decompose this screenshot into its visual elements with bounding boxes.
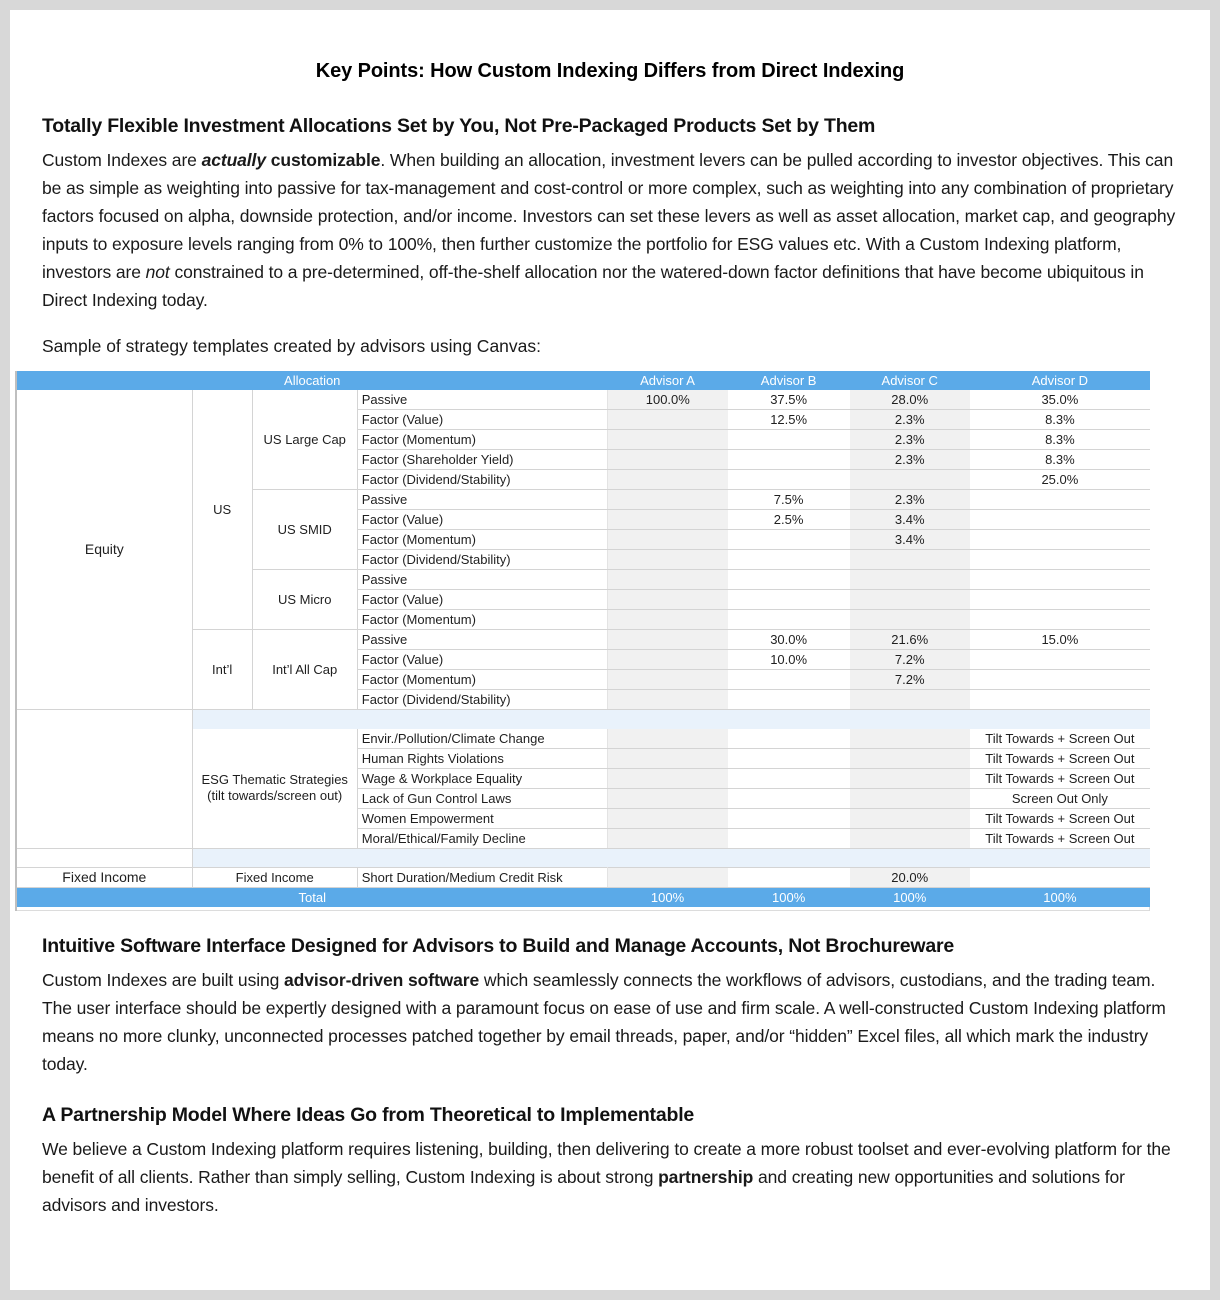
cell-advisor-c [850, 788, 970, 808]
cell-advisor-c [850, 768, 970, 788]
section-heading-1: Totally Flexible Investment Allocations Set by You, Not Pre-Packaged Products Set by Them [42, 115, 876, 137]
cell-advisor-a [607, 828, 727, 848]
allocation-table [17, 371, 1150, 907]
cell-advisor-c [850, 690, 970, 710]
cell-advisor-b: 30.0% [728, 630, 850, 650]
cell-advisor-b [728, 590, 850, 610]
cell-advisor-d: Tilt Towards + Screen Out [970, 729, 1150, 749]
cell-advisor-c: 2.3% [850, 450, 970, 470]
cell-strategy: Factor (Momentum) [357, 430, 607, 450]
cell-advisor-a [607, 630, 727, 650]
section-heading-2: Intuitive Software Interface Designed for Advisors to Build and Manage Accounts, Not Brochureware [42, 934, 955, 957]
cell-strategy: Passive [357, 490, 607, 510]
esg-label-line1: ESG Thematic Strategies [201, 771, 348, 787]
cell-advisor-a [607, 729, 727, 749]
cell-advisor-b [728, 530, 850, 550]
cell-advisor-a [607, 430, 727, 450]
cell-advisor-b [728, 430, 850, 450]
col-header-advisor-d: Advisor D [970, 371, 1150, 390]
cell-advisor-b [728, 808, 850, 828]
cell-advisor-a [607, 470, 727, 490]
cell-advisor-a [607, 610, 727, 630]
section-intuitive-software [42, 935, 1178, 1078]
cell-advisor-d: 35.0% [970, 390, 1150, 410]
cell-advisor-c [850, 808, 970, 828]
cell-advisor-a [607, 808, 727, 828]
cell-strategy: Factor (Shareholder Yield) [357, 450, 607, 470]
cell-strategy: Factor (Momentum) [357, 670, 607, 690]
cell-advisor-c [850, 470, 970, 490]
table-total-row [17, 887, 1150, 907]
cell-strategy: Passive [357, 630, 607, 650]
total-advisor-b: 100% [728, 887, 850, 907]
section-partnership-model [42, 1104, 1178, 1219]
cell-advisor-a: 100.0% [607, 390, 727, 410]
para1-part-1: actually [201, 150, 266, 170]
cell-advisor-c [850, 729, 970, 749]
cell-strategy: Factor (Value) [357, 410, 607, 430]
cell-advisor-b [728, 828, 850, 848]
para1-part-5: constrained to a pre-determined, off-the-shelf allocation nor the watered-down factor definitions that have become ubiquitous in Direct Indexing today. [42, 262, 1144, 310]
cell-advisor-c: 21.6% [850, 630, 970, 650]
cell-advisor-b: 7.5% [728, 490, 850, 510]
table-bottom-edge [17, 907, 1149, 911]
cell-category-blank [17, 729, 192, 849]
cell-advisor-d: Screen Out Only [970, 788, 1150, 808]
cell-advisor-b [728, 690, 850, 710]
cell-advisor-d: 8.3% [970, 430, 1150, 450]
cell-advisor-a [607, 590, 727, 610]
cell-advisor-d [970, 690, 1150, 710]
spacer-cell [17, 710, 192, 729]
cell-advisor-c: 2.3% [850, 430, 970, 450]
cell-advisor-c [850, 590, 970, 610]
cell-strategy: Human Rights Violations [357, 748, 607, 768]
cell-advisor-a [607, 570, 727, 590]
cell-strategy: Women Empowerment [357, 808, 607, 828]
cell-advisor-b [728, 729, 850, 749]
cell-advisor-a [607, 550, 727, 570]
table-row [17, 390, 1150, 410]
cell-strategy: Factor (Dividend/Stability) [357, 690, 607, 710]
cell-advisor-b: 2.5% [728, 510, 850, 530]
cell-strategy: Short Duration/Medium Credit Risk [357, 867, 607, 887]
cell-advisor-d [970, 550, 1150, 570]
cell-advisor-d: 15.0% [970, 630, 1150, 650]
cell-sub-us-micro: US Micro [252, 570, 357, 630]
cell-advisor-a [607, 650, 727, 670]
cell-advisor-b [728, 768, 850, 788]
cell-strategy: Passive [357, 570, 607, 590]
cell-advisor-c [850, 610, 970, 630]
cell-advisor-a [607, 510, 727, 530]
cell-advisor-a [607, 788, 727, 808]
cell-advisor-c: 2.3% [850, 490, 970, 510]
para1-part-4: not [145, 262, 170, 282]
cell-advisor-d: Tilt Towards + Screen Out [970, 808, 1150, 828]
table-row [17, 729, 1150, 749]
cell-advisor-c [850, 570, 970, 590]
cell-advisor-d [970, 590, 1150, 610]
cell-advisor-d [970, 530, 1150, 550]
total-advisor-a: 100% [607, 887, 727, 907]
cell-advisor-b [728, 550, 850, 570]
total-advisor-d: 100% [970, 887, 1150, 907]
cell-advisor-c: 7.2% [850, 650, 970, 670]
cell-strategy: Factor (Value) [357, 590, 607, 610]
esg-label-line2: (tilt towards/screen out) [207, 788, 343, 803]
cell-advisor-a [607, 410, 727, 430]
document-page [10, 10, 1210, 1290]
cell-strategy: Lack of Gun Control Laws [357, 788, 607, 808]
cell-strategy: Factor (Dividend/Stability) [357, 550, 607, 570]
para1-part-0: Custom Indexes are [42, 150, 202, 170]
para2-part-2: which seamlessly connects the workflows of advisors, custodians, and the trading team. The user interface should be expertly designed with a paramount focus on ease of use and firm scale. A well-constructed Custom Indexing platform means no more clunky, unconnected processes patched together by email threads, paper, and/or “hidden” Excel files, all which mark the industry today. [42, 969, 1166, 1074]
cell-strategy: Factor (Value) [357, 510, 607, 530]
section-paragraph-3 [42, 1135, 1178, 1219]
cell-advisor-d: 8.3% [970, 410, 1150, 430]
cell-strategy: Wage & Workplace Equality [357, 768, 607, 788]
cell-advisor-c: 2.3% [850, 410, 970, 430]
cell-advisor-c: 3.4% [850, 530, 970, 550]
allocation-table-wrapper [15, 371, 1150, 911]
section-paragraph-2 [42, 966, 1178, 1078]
cell-advisor-d: Tilt Towards + Screen Out [970, 748, 1150, 768]
cell-strategy: Factor (Dividend/Stability) [357, 470, 607, 490]
cell-advisor-c [850, 828, 970, 848]
cell-advisor-c [850, 550, 970, 570]
table-spacer-row [17, 848, 1150, 867]
cell-advisor-b [728, 748, 850, 768]
cell-advisor-b: 37.5% [728, 390, 850, 410]
cell-advisor-d [970, 570, 1150, 590]
cell-advisor-d [970, 867, 1150, 887]
para3-part-1: partnership [658, 1166, 754, 1187]
cell-advisor-c [850, 748, 970, 768]
cell-advisor-d [970, 650, 1150, 670]
cell-region-intl: Int’l [192, 630, 252, 710]
cell-advisor-a [607, 690, 727, 710]
cell-advisor-d: 8.3% [970, 450, 1150, 470]
cell-advisor-b [728, 450, 850, 470]
cell-sub-esg-thematic [192, 729, 357, 849]
cell-advisor-b [728, 670, 850, 690]
cell-advisor-a [607, 670, 727, 690]
cell-sub-us-large-cap: US Large Cap [252, 390, 357, 490]
cell-advisor-b [728, 788, 850, 808]
cell-region-us: US [192, 390, 252, 630]
cell-advisor-a [607, 450, 727, 470]
spacer-cell [192, 848, 1150, 867]
para1-part-2: customizable [265, 150, 381, 170]
para2-part-0: Custom Indexes are built using [42, 969, 285, 990]
cell-advisor-a [607, 768, 727, 788]
para2-part-1: advisor-driven software [284, 969, 480, 990]
spacer-cell [192, 710, 1150, 729]
cell-category-fixed-income: Fixed Income [17, 867, 192, 887]
cell-category-equity: Equity [17, 390, 192, 710]
cell-advisor-d: Tilt Towards + Screen Out [970, 828, 1150, 848]
table-spacer-row [17, 710, 1150, 729]
total-label: Total [17, 887, 607, 907]
cell-strategy: Envir./Pollution/Climate Change [357, 729, 607, 749]
cell-advisor-b [728, 610, 850, 630]
cell-strategy: Factor (Value) [357, 650, 607, 670]
col-header-advisor-c: Advisor C [850, 371, 970, 390]
section-heading-3: A Partnership Model Where Ideas Go from Theoretical to Implementable [42, 1103, 695, 1126]
cell-advisor-d: 25.0% [970, 470, 1150, 490]
para3-part-0: We believe a Custom Indexing platform requires listening, building, then delivering to create a more robust toolset and ever-evolving platform for the benefit of all clients. Rather than simply selling, Custom Indexing is about strong [42, 1138, 1171, 1187]
cell-advisor-d [970, 510, 1150, 530]
cell-advisor-c: 20.0% [850, 867, 970, 887]
cell-advisor-d: Tilt Towards + Screen Out [970, 768, 1150, 788]
cell-advisor-b: 12.5% [728, 410, 850, 430]
cell-advisor-c: 28.0% [850, 390, 970, 410]
cell-advisor-d [970, 670, 1150, 690]
page-title: Key Points: How Custom Indexing Differs from Direct Indexing [315, 60, 905, 82]
para1-part-3: . When building an allocation, investment levers can be pulled according to investor objectives. This can be as simple as weighting into passive for tax-management and cost-control or more complex, such as weighting into any combination of proprietary factors focused on alpha, downside protection, and/or income. Investors can set these levers as well as asset allocation, market cap, and geography inputs to exposure levels ranging from 0% to 100%, then further customize the portfolio for ESG values etc. With a Custom Indexing platform, investors are [42, 150, 1176, 282]
para3-part-2: and creating new opportunities and solutions for advisors and investors. [42, 1166, 1125, 1215]
col-header-advisor-a: Advisor A [607, 371, 727, 390]
cell-advisor-a [607, 748, 727, 768]
cell-sub-us-smid: US SMID [252, 490, 357, 570]
cell-advisor-d [970, 490, 1150, 510]
col-header-allocation: Allocation [17, 371, 607, 390]
col-header-advisor-b: Advisor B [728, 371, 850, 390]
cell-advisor-a [607, 530, 727, 550]
cell-strategy: Factor (Momentum) [357, 610, 607, 630]
cell-strategy: Moral/Ethical/Family Decline [357, 828, 607, 848]
table-caption: Sample of strategy templates created by advisors using Canvas: [42, 336, 541, 356]
cell-advisor-b [728, 570, 850, 590]
cell-advisor-a [607, 867, 727, 887]
table-row-fixed-income [17, 867, 1150, 887]
cell-advisor-b [728, 470, 850, 490]
table-header-row [17, 371, 1150, 390]
cell-strategy: Passive [357, 390, 607, 410]
cell-advisor-b: 10.0% [728, 650, 850, 670]
section-paragraph-1 [42, 146, 1178, 314]
spacer-cell [17, 848, 192, 867]
cell-strategy: Factor (Momentum) [357, 530, 607, 550]
total-advisor-c: 100% [850, 887, 970, 907]
cell-advisor-a [607, 490, 727, 510]
section-flexible-allocations [42, 115, 1178, 357]
cell-advisor-d [970, 610, 1150, 630]
cell-advisor-c: 7.2% [850, 670, 970, 690]
cell-sub-intl-all-cap: Int’l All Cap [252, 630, 357, 710]
cell-advisor-b [728, 867, 850, 887]
cell-sub-fixed-income: Fixed Income [192, 867, 357, 887]
cell-advisor-c: 3.4% [850, 510, 970, 530]
